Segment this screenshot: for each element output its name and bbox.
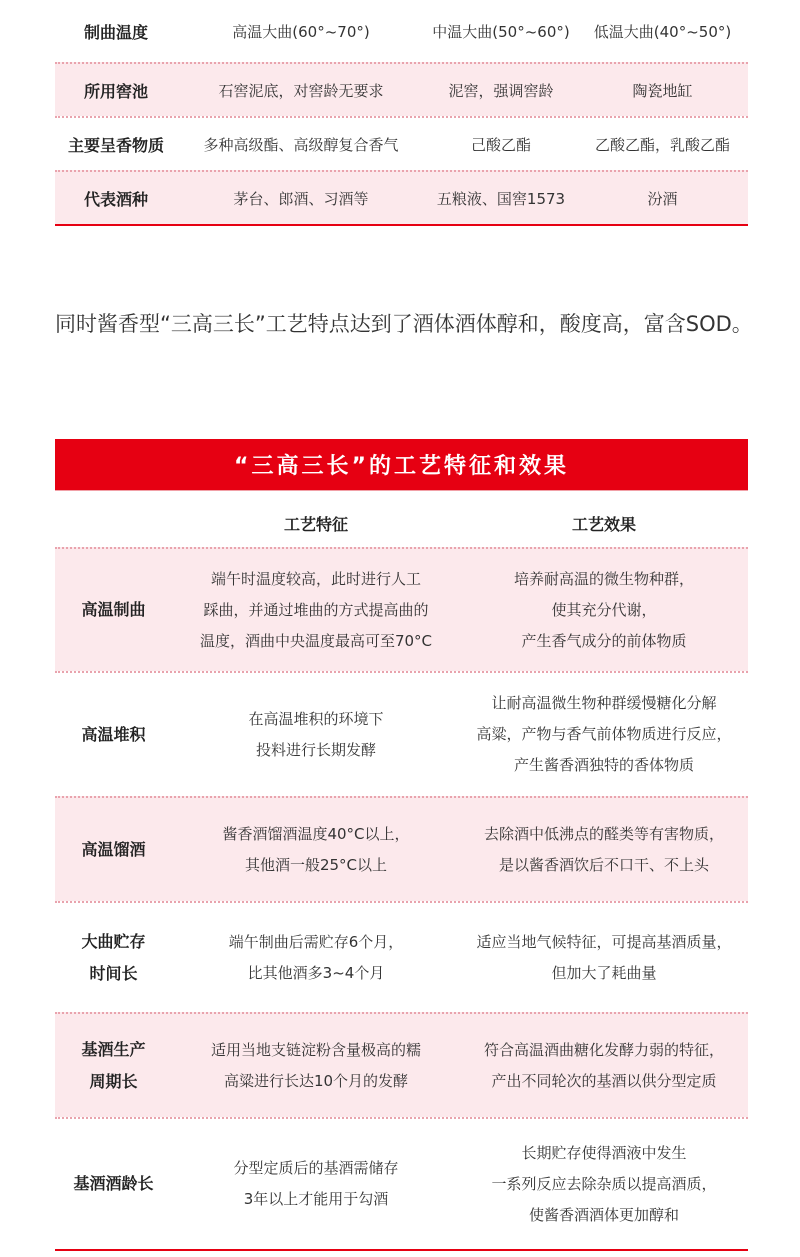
row-label: 制曲温度	[83, 22, 148, 42]
feature-cell: 酱香酒馏酒温度40°C以上， 其他酒一般25°C以上	[222, 824, 410, 874]
table-row	[55, 547, 748, 671]
effect-cell: 培养耐高温的微生物种群， 使其充分代谢， 产生香气成分的前体物质	[513, 569, 694, 650]
effect-cell: 符合高温酒曲糖化发酵力弱的特征， 产出不同轮次的基酒以供分型定质	[483, 1040, 724, 1090]
table-row	[55, 170, 748, 224]
row-label: 高温制曲	[81, 600, 146, 619]
row-label: 高温堆积	[81, 724, 146, 744]
effect-cell: 适应当地气候特征，可提高基酒质量， 但加大了耗曲量	[476, 932, 732, 982]
table-cell: 泥窖，强调窖龄	[448, 81, 554, 100]
table-cell: 己酸乙酯	[470, 135, 531, 154]
row-label: 基酒酒龄长	[73, 1174, 154, 1193]
feature-cell: 端午时温度较高，此时进行人工 踩曲，并通过堆曲的方式提高曲的 温度，酒曲中央温度最高可至70°C	[199, 569, 433, 650]
table-row	[55, 116, 748, 170]
feature-cell: 分型定质后的基酒需储存 3年以上才能用于勾酒	[233, 1159, 399, 1208]
table-row	[55, 62, 748, 116]
table-cell: 茅台、郎酒、习酒等	[233, 189, 369, 208]
table-cell: 陶瓷地缸	[632, 81, 693, 100]
table-bottom-rule	[55, 1249, 748, 1251]
table-row	[55, 901, 748, 1012]
table-cell: 低温大曲(40°~50°)	[593, 22, 732, 41]
table-cell: 汾酒	[647, 189, 678, 208]
row-label: 基酒生产 周期长	[81, 1039, 146, 1091]
feature-cell: 端午制曲后需贮存6个月， 比其他酒多3~4个月	[228, 932, 404, 982]
table-row	[55, 0, 748, 62]
effect-cell: 长期贮存使得酒液中发生 一系列反应去除杂质以提高酒质， 使酱香酒酒体更加醇和	[491, 1143, 717, 1224]
feature-cell: 在高温堆积的环境下 投料进行长期发酵	[248, 709, 384, 759]
table-cell: 五粮液、国窖1573	[436, 189, 566, 208]
table-header	[55, 499, 748, 547]
table-cell: 高温大曲(60°~70°)	[232, 22, 370, 41]
row-label: 代表酒种	[83, 189, 148, 209]
feature-cell: 适用当地支链淀粉含量极高的糯 高粱进行长达10个月的发酵	[210, 1040, 421, 1090]
row-label: 所用窖池	[83, 81, 148, 101]
comparison-table	[55, 0, 748, 226]
table-cell: 石窖泥底，对窖龄无要求	[218, 81, 384, 100]
table-cell: 中温大曲(50°~60°)	[432, 22, 570, 41]
row-label: 主要呈香物质	[67, 135, 164, 155]
body-paragraph: 同时酱香型“三高三长”工艺特点达到了酒体酒体醇和，酸度高，富含SOD。	[55, 312, 753, 336]
section-title-banner: “三高三长”的工艺特征和效果	[55, 439, 748, 491]
feature-table	[55, 499, 748, 1251]
table-cell: 乙酸乙酯，乳酸乙酯	[594, 135, 730, 154]
table-row	[55, 1117, 748, 1249]
table-bottom-rule	[55, 224, 748, 226]
row-label: 高温馏酒	[81, 839, 146, 859]
table-row	[55, 796, 748, 901]
effect-cell: 让耐高温微生物种群缓慢糖化分解 高粱，产物与香气前体物质进行反应， 产生酱香酒独特的香体物质	[476, 694, 732, 774]
table-row	[55, 1012, 748, 1117]
effect-cell: 去除酒中低沸点的醛类等有害物质， 是以酱香酒饮后不口干、不上头	[483, 824, 724, 874]
table-row	[55, 671, 748, 796]
row-label: 大曲贮存 时间长	[81, 931, 146, 983]
table-cell: 多种高级酯、高级醇复合香气	[203, 135, 399, 154]
header-feature: 工艺特征	[283, 514, 348, 534]
header-effect: 工艺效果	[571, 514, 636, 534]
